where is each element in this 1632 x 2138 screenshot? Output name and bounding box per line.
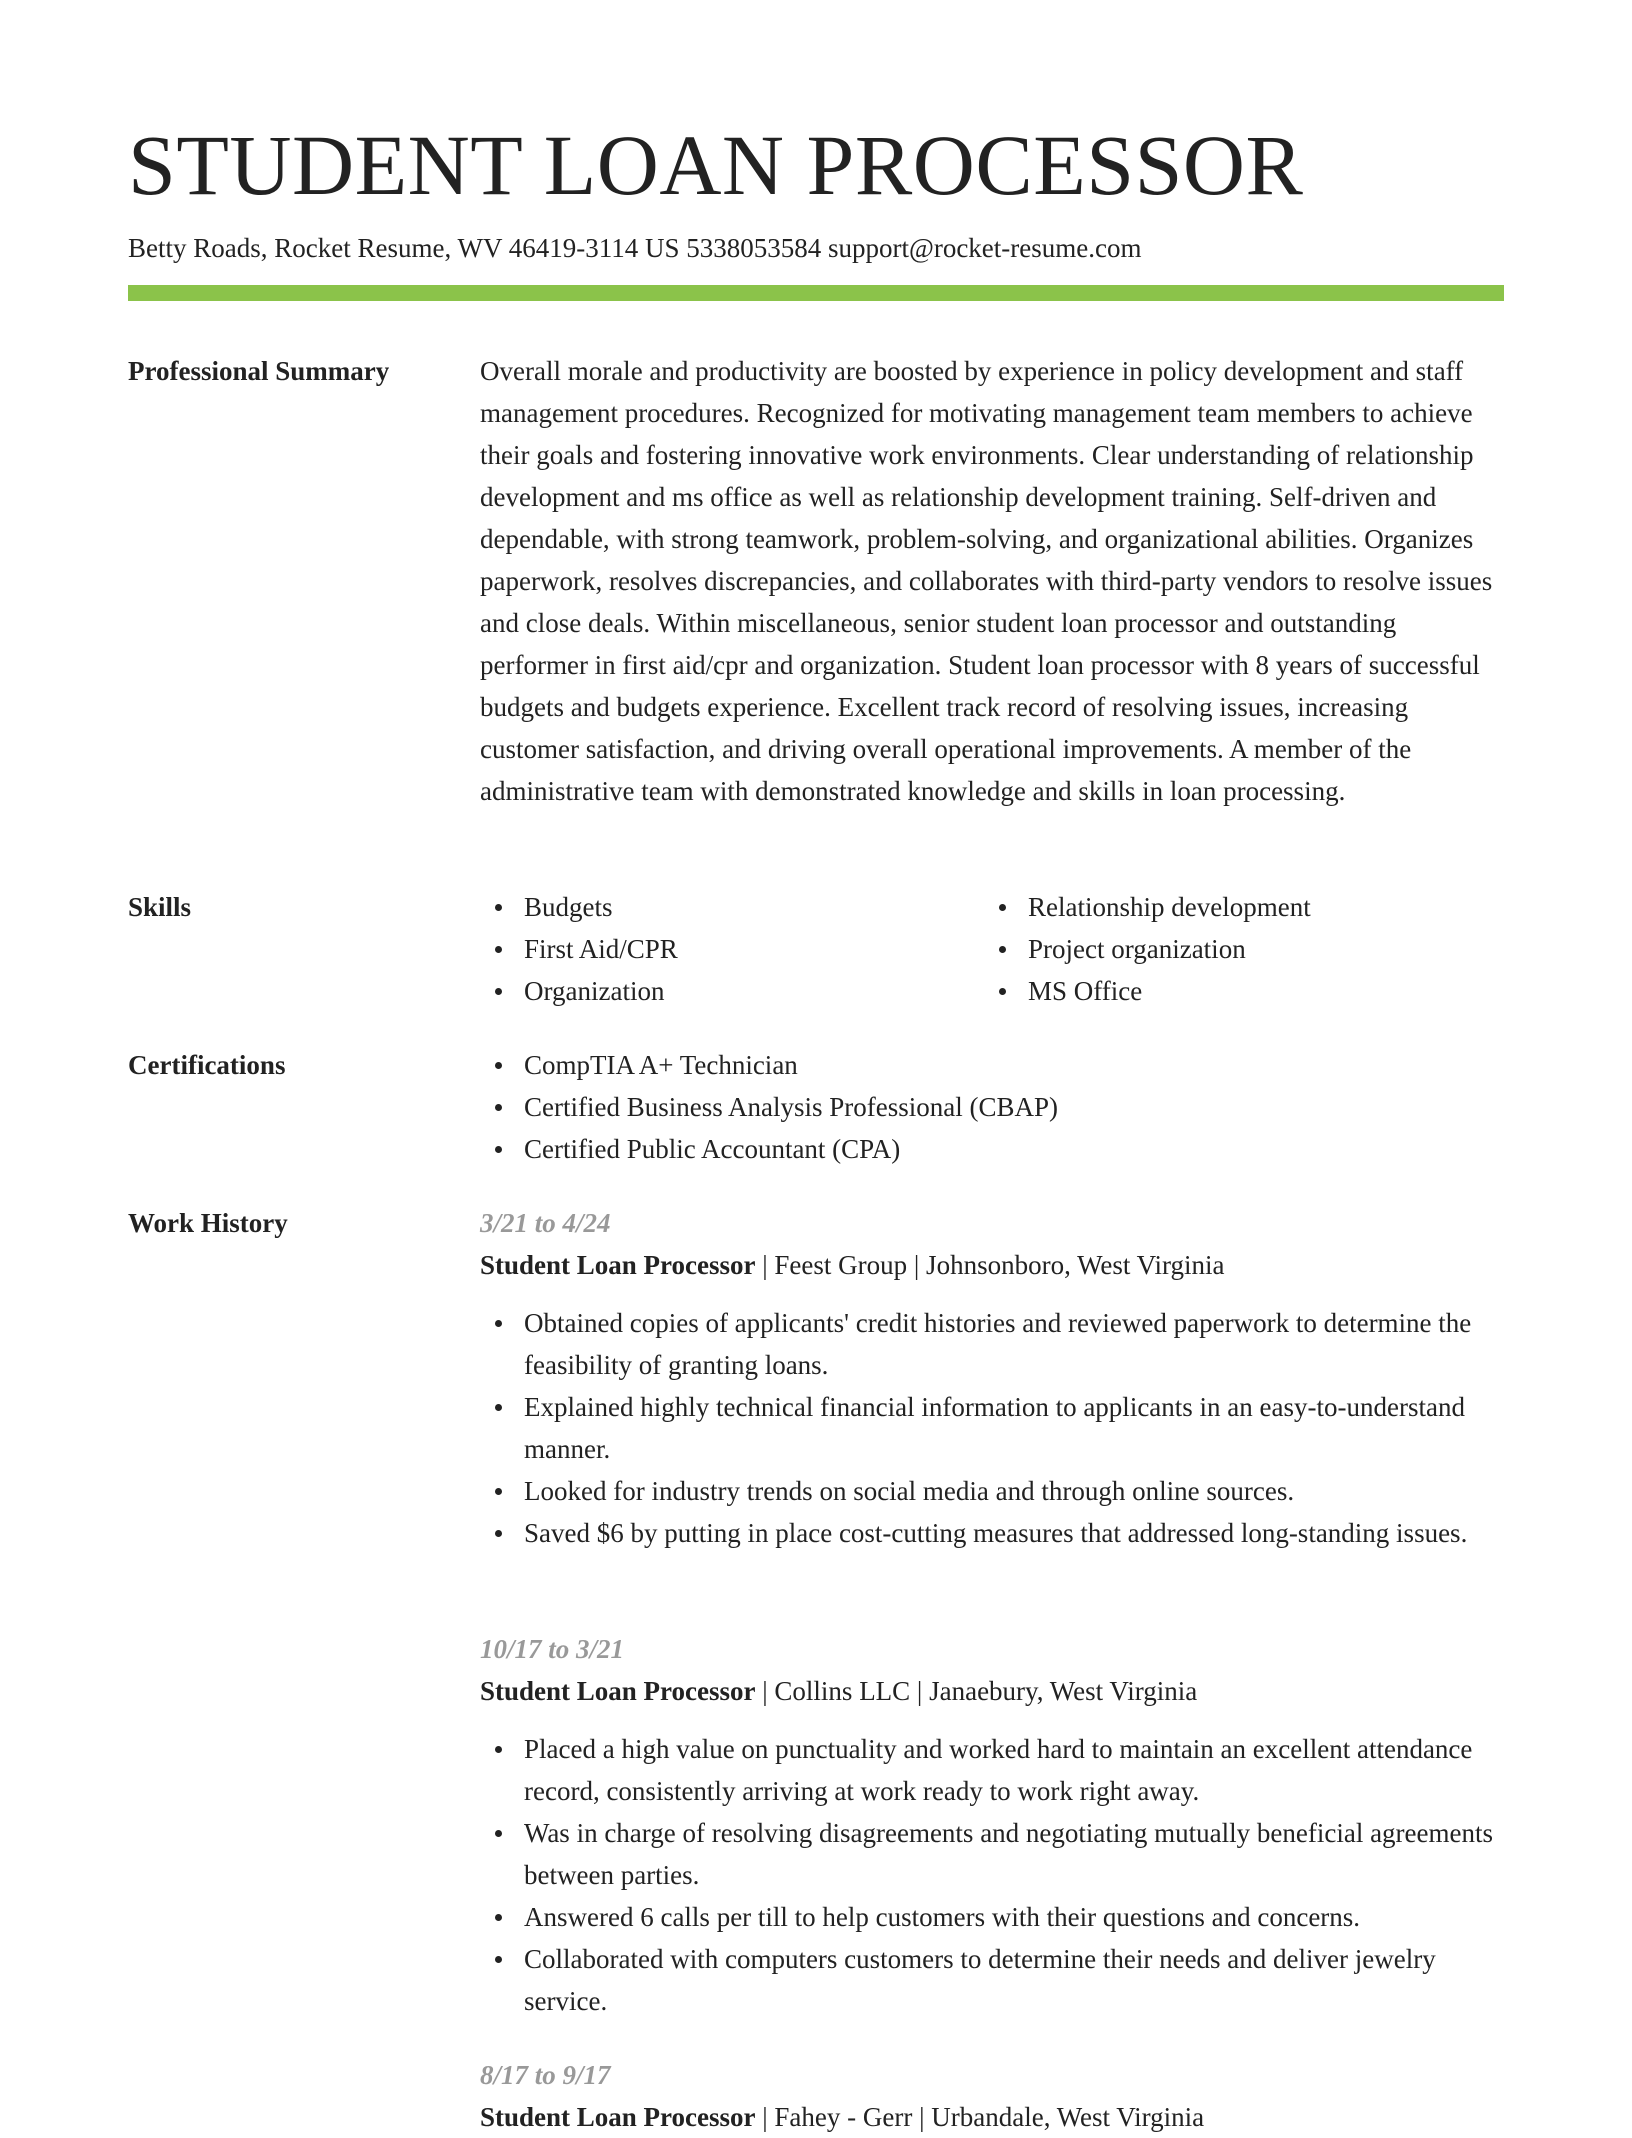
resume-title: STUDENT LOAN PROCESSOR xyxy=(128,117,1304,213)
skill-item: First Aid/CPR xyxy=(480,928,984,970)
job-bullet: Looked for industry trends on social media and through online sources. xyxy=(480,1470,1504,1512)
certification-item: CompTIA A+ Technician xyxy=(480,1044,1504,1086)
job-entry xyxy=(480,1202,1504,1554)
job-heading xyxy=(480,1244,1504,1286)
skills-section xyxy=(128,886,1504,1016)
skill-item: MS Office xyxy=(984,970,1488,1012)
job-dates: 8/17 to 9/17 xyxy=(480,2060,611,2090)
job-bullet: Obtained copies of applicants' credit histories and reviewed paperwork to determine the feasibility of granting loans. xyxy=(480,1302,1504,1386)
job-bullet: Was in charge of resolving disagreements and negotiating mutually beneficial agreements between parties. xyxy=(480,1812,1504,1896)
job-bullet: Explained highly technical financial information to applicants in an easy-to-understand manner. xyxy=(480,1386,1504,1470)
job-dates: 3/21 to 4/24 xyxy=(480,1208,611,1238)
job-dates: 10/17 to 3/21 xyxy=(480,1634,625,1664)
certifications-section xyxy=(128,1044,1504,1174)
job-bullet: Collaborated with computers customers to determine their needs and deliver jewelry service. xyxy=(480,1938,1504,2022)
certification-item: Certified Business Analysis Professional (CBAP) xyxy=(480,1086,1504,1128)
skill-item: Project organization xyxy=(984,928,1488,970)
job-entry xyxy=(480,2054,1504,2138)
work-history-section xyxy=(128,1202,1504,2132)
summary-section xyxy=(128,350,1504,860)
certifications-label: Certifications xyxy=(128,1050,286,1080)
skills-list-left xyxy=(480,886,984,1012)
job-details: | Feest Group | Johnsonboro, West Virginia xyxy=(755,1250,1225,1280)
job-bullets xyxy=(480,1302,1504,1554)
skills-label: Skills xyxy=(128,892,192,922)
certification-item: Certified Public Accountant (CPA) xyxy=(480,1128,1504,1170)
job-bullet: Saved $6 by putting in place cost-cutting measures that addressed long-standing issues. xyxy=(480,1512,1504,1554)
job-heading xyxy=(480,1670,1504,1712)
header-divider xyxy=(128,285,1504,301)
job-title: Student Loan Processor xyxy=(480,2102,756,2132)
job-title: Student Loan Processor xyxy=(480,1676,756,1706)
job-entry xyxy=(480,1628,1504,2022)
job-heading xyxy=(480,2096,1504,2138)
work-history-label: Work History xyxy=(128,1208,288,1238)
job-bullet: Placed a high value on punctuality and worked hard to maintain an excellent attendance record, consistently arriving at work ready to work right away. xyxy=(480,1728,1504,1812)
skill-item: Relationship development xyxy=(984,886,1488,928)
job-details: | Fahey - Gerr | Urbandale, West Virginia xyxy=(755,2102,1205,2132)
job-bullet: Answered 6 calls per till to help customers with their questions and concerns. xyxy=(480,1896,1504,1938)
summary-label: Professional Summary xyxy=(128,356,390,386)
skill-item: Organization xyxy=(480,970,984,1012)
summary-text: Overall morale and productivity are boosted by experience in policy development and staff management procedures. Recognized for motivating management team members to achieve their goals and fostering innovative work environments. Clear understanding of relationship development and ms office as well as relationship development training. Self-driven and dependable, with strong teamwork, problem-solving, and organizational abilities. Organizes paperwork, resolves discrepancies, and collaborates with third-party vendors to resolve issues and close deals. Within miscellaneous, senior student loan processor and outstanding performer in first aid/cpr and organization. Student loan processor with 8 years of successful budgets and budgets experience. Excellent track record of resolving issues, increasing customer satisfaction, and driving overall operational improvements. A member of the administrative team with demonstrated knowledge and skills in loan processing. xyxy=(480,356,1493,806)
job-bullets xyxy=(480,1728,1504,2022)
job-title: Student Loan Processor xyxy=(480,1250,756,1280)
skills-list-right xyxy=(984,886,1488,1012)
contact-line: Betty Roads, Rocket Resume, WV 46419-3114 US 5338053584 support@rocket-resume.com xyxy=(128,233,1142,263)
certifications-list xyxy=(480,1044,1504,1170)
skill-item: Budgets xyxy=(480,886,984,928)
job-details: | Collins LLC | Janaebury, West Virginia xyxy=(755,1676,1198,1706)
